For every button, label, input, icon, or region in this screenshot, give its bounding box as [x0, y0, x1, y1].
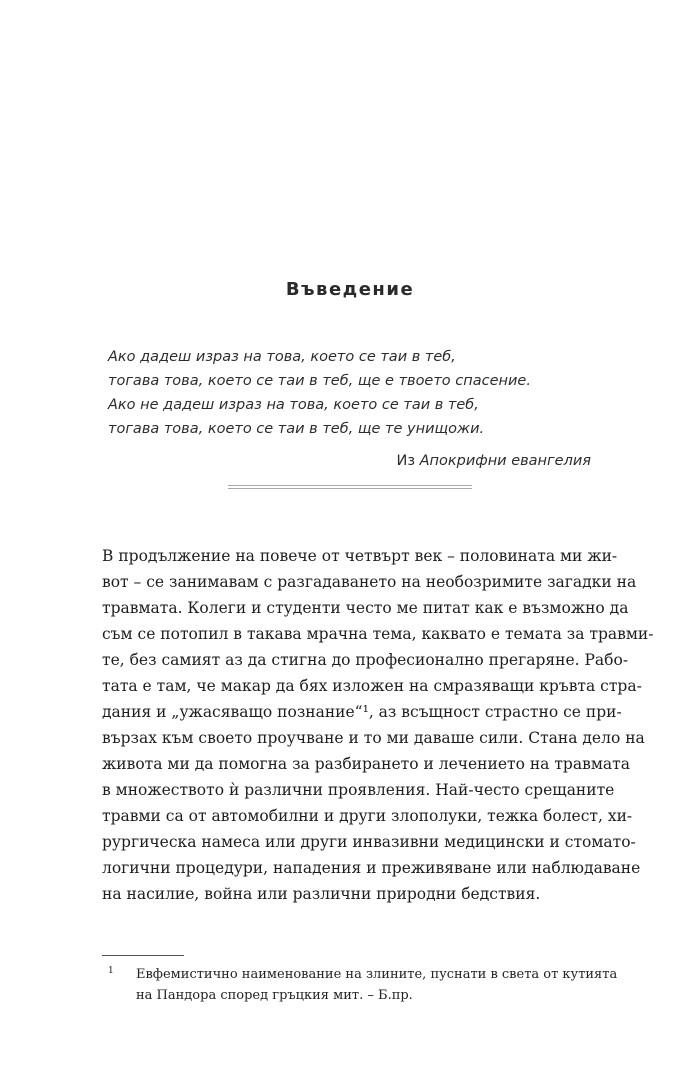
body-line: рургическа намеса или други инвазивни медицински и стомато-: [102, 833, 636, 851]
epigraph-source-work: Апокрифни евангелия: [419, 453, 591, 469]
epigraph-line: Ако дадеш израз на това, което се таи в теб,: [108, 349, 456, 365]
body-line: вързах към своето проучване и то ми даваше сили. Стана дело на: [102, 729, 645, 747]
body-line: те, без самият аз да стигна до професионално прегаряне. Рабо-: [102, 651, 629, 669]
body-line: тата е там, че макар да бях изложен на смразяващи кръвта стра-: [102, 677, 642, 695]
epigraph-source-lead: Из: [396, 453, 416, 469]
section-divider: [228, 485, 472, 489]
chapter-title: Въведение: [285, 279, 415, 300]
epigraph-line: тогава това, което се таи в теб, ще е твоето спасение.: [108, 373, 531, 389]
epigraph-line: тогава това, което се таи в теб, ще те унищожи.: [108, 421, 485, 437]
body-line: вот – се занимавам с разгадаването на необозримите загадки на: [102, 573, 637, 591]
body-line: травми са от автомобилни и други злополуки, тежка болест, хи-: [102, 807, 633, 825]
body-line: в множеството ѝ различни проявления. Най-често срещаните: [102, 781, 615, 799]
body-line: В продължение на повече от четвърт век – половината ми жи-: [102, 547, 618, 565]
footnote-line: на Пандора според гръцкия мит. – Б.пр.: [136, 988, 413, 1003]
body-line: съм се потопил в такава мрачна тема, каквато е темата за травми-: [102, 625, 654, 643]
epigraph: [108, 345, 598, 441]
epigraph-line: Ако не дадеш израз на това, което се таи в теб,: [108, 397, 479, 413]
body-paragraph: [102, 543, 654, 907]
footnote-rule: [102, 955, 184, 956]
footnote: [102, 964, 618, 1006]
footnote-marker: 1: [108, 966, 114, 976]
footnote-line: Евфемистично наименование на злините, пуснати в света от кутията: [136, 967, 618, 982]
body-line: живота ми да помогна за разбирането и лечението на травмата: [102, 755, 630, 773]
body-line: травмата. Колеги и студенти често ме питат как е възможно да: [102, 599, 629, 617]
body-line: на насилие, война или различни природни бедствия.: [102, 885, 541, 903]
epigraph-source: [396, 453, 591, 469]
body-line: логични процедури, нападения и преживяване или наблюдаване: [102, 859, 641, 877]
body-line: дания и „ужасяващо познание“¹, аз всъщност страстно се при-: [102, 703, 622, 721]
